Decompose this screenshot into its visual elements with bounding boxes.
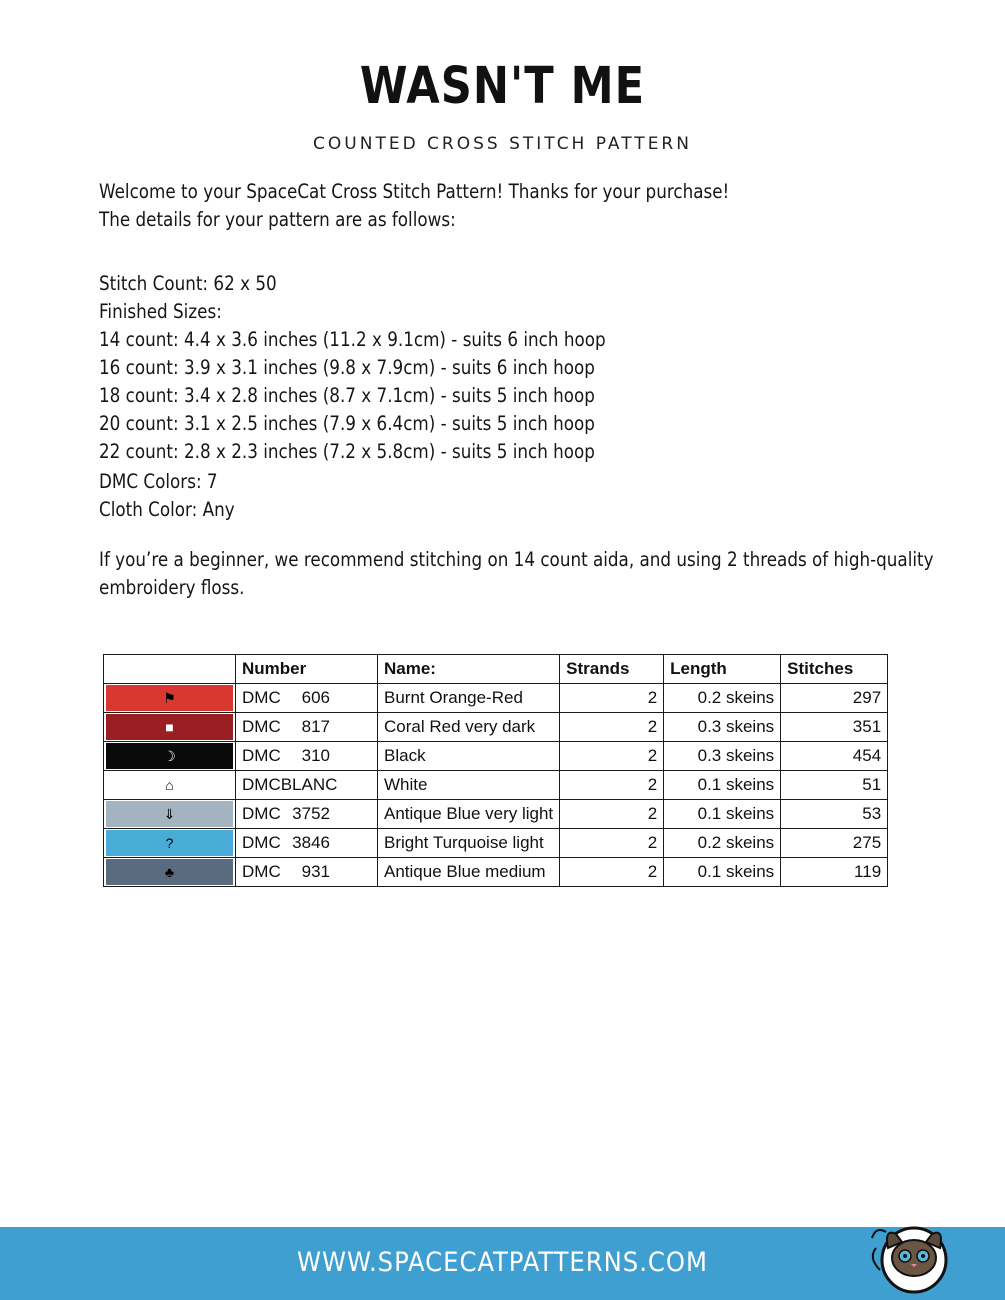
dmc-colors: DMC Colors: 7 (99, 470, 218, 493)
floss-row (104, 858, 888, 887)
floss-name: Bright Turquoise light (378, 829, 560, 858)
floss-number: 606 (301, 688, 330, 707)
intro-line-2: The details for your pattern are as follows: (99, 208, 456, 231)
floss-name: Burnt Orange-Red (378, 684, 560, 713)
header-length: Length (664, 655, 781, 684)
floss-length: 0.3 skeins (664, 742, 781, 771)
recommendation-line-1: If you’re a beginner, we recommend stitching on 14 count aida, and using 2 threads of high-quality (99, 548, 934, 571)
size-18-count: 18 count: 3.4 x 2.8 inches (8.7 x 7.1cm) - suits 5 inch hoop (99, 384, 595, 407)
symbol-icon: ♣ (164, 864, 175, 880)
floss-brand: DMC (242, 775, 281, 794)
symbol-icon: ■ (165, 719, 174, 735)
symbol-icon: ⇓ (163, 805, 176, 822)
floss-length: 0.2 skeins (664, 684, 781, 713)
floss-stitches: 297 (781, 684, 888, 713)
floss-stitches: 119 (781, 858, 888, 887)
floss-number: 817 (301, 717, 330, 736)
floss-length: 0.2 skeins (664, 829, 781, 858)
floss-number-cell (236, 800, 378, 829)
floss-brand: DMC (242, 862, 281, 881)
header-number: Number (236, 655, 378, 684)
floss-brand: DMC (242, 833, 281, 852)
floss-color-cell (104, 684, 236, 713)
floss-name: Coral Red very dark (378, 713, 560, 742)
floss-row (104, 771, 888, 800)
floss-strands: 2 (560, 800, 664, 829)
floss-row (104, 800, 888, 829)
pattern-subtitle: COUNTED CROSS STITCH PATTERN (313, 134, 692, 154)
floss-color-cell (104, 771, 236, 800)
header-name: Name: (378, 655, 560, 684)
pattern-title: WASN'T ME (359, 56, 646, 116)
floss-strands: 2 (560, 858, 664, 887)
floss-color-cell (104, 858, 236, 887)
footer-bar (0, 1227, 1005, 1300)
floss-strands: 2 (560, 771, 664, 800)
floss-stitches: 51 (781, 771, 888, 800)
color-swatch (106, 801, 233, 827)
color-swatch (106, 685, 233, 711)
size-14-count: 14 count: 4.4 x 3.6 inches (11.2 x 9.1cm) - suits 6 inch hoop (99, 328, 606, 351)
floss-length: 0.1 skeins (664, 800, 781, 829)
floss-length: 0.1 skeins (664, 858, 781, 887)
finished-sizes-label: Finished Sizes: (99, 300, 222, 323)
floss-number: 3752 (292, 804, 330, 823)
floss-length: 0.1 skeins (664, 771, 781, 800)
floss-number: 310 (301, 746, 330, 765)
floss-stitches: 454 (781, 742, 888, 771)
floss-name: Antique Blue very light (378, 800, 560, 829)
header-symbol (104, 655, 236, 684)
floss-brand: DMC (242, 688, 281, 707)
floss-number-cell (236, 742, 378, 771)
floss-color-cell (104, 713, 236, 742)
floss-strands: 2 (560, 742, 664, 771)
floss-number-cell (236, 771, 378, 800)
floss-number-cell (236, 829, 378, 858)
floss-strands: 2 (560, 713, 664, 742)
floss-strands: 2 (560, 829, 664, 858)
color-swatch (106, 772, 233, 798)
floss-number-cell (236, 684, 378, 713)
floss-color-cell (104, 829, 236, 858)
footer-website-link[interactable]: WWW.SPACECATPATTERNS.COM (297, 1247, 708, 1278)
floss-strands: 2 (560, 684, 664, 713)
floss-row (104, 742, 888, 771)
size-20-count: 20 count: 3.1 x 2.5 inches (7.9 x 6.4cm) - suits 5 inch hoop (99, 412, 595, 435)
color-swatch (106, 830, 233, 856)
spacecat-logo-icon (866, 1218, 958, 1294)
size-16-count: 16 count: 3.9 x 3.1 inches (9.8 x 7.9cm) - suits 6 inch hoop (99, 356, 595, 379)
floss-brand: DMC (242, 717, 281, 736)
floss-row (104, 713, 888, 742)
cloth-color: Cloth Color: Any (99, 498, 235, 521)
floss-name: White (378, 771, 560, 800)
floss-stitches: 275 (781, 829, 888, 858)
floss-stitches: 351 (781, 713, 888, 742)
color-swatch (106, 859, 233, 885)
symbol-icon: ? (165, 835, 174, 851)
stitch-count: Stitch Count: 62 x 50 (99, 272, 277, 295)
intro-line-1: Welcome to your SpaceCat Cross Stitch Pattern! Thanks for your purchase! (99, 180, 730, 203)
recommendation-line-2: embroidery floss. (99, 576, 245, 599)
floss-table (103, 654, 888, 887)
floss-brand: DMC (242, 746, 281, 765)
floss-number: 3846 (292, 833, 330, 852)
color-swatch (106, 714, 233, 740)
floss-table-header (104, 655, 888, 684)
size-22-count: 22 count: 2.8 x 2.3 inches (7.2 x 5.8cm) - suits 5 inch hoop (99, 440, 595, 463)
symbol-icon: ⌂ (165, 777, 174, 793)
header-strands: Strands (560, 655, 664, 684)
floss-length: 0.3 skeins (664, 713, 781, 742)
floss-name: Black (378, 742, 560, 771)
floss-color-cell (104, 800, 236, 829)
symbol-icon: ☽ (163, 747, 176, 764)
symbol-icon: ⚑ (163, 689, 176, 706)
floss-row (104, 829, 888, 858)
floss-color-cell (104, 742, 236, 771)
floss-number: 931 (301, 862, 330, 881)
floss-row (104, 684, 888, 713)
header-stitches: Stitches (781, 655, 888, 684)
floss-stitches: 53 (781, 800, 888, 829)
floss-number-cell (236, 858, 378, 887)
floss-brand: DMC (242, 804, 281, 823)
floss-number: BLANC (280, 775, 338, 794)
floss-name: Antique Blue medium (378, 858, 560, 887)
floss-number-cell (236, 713, 378, 742)
color-swatch (106, 743, 233, 769)
